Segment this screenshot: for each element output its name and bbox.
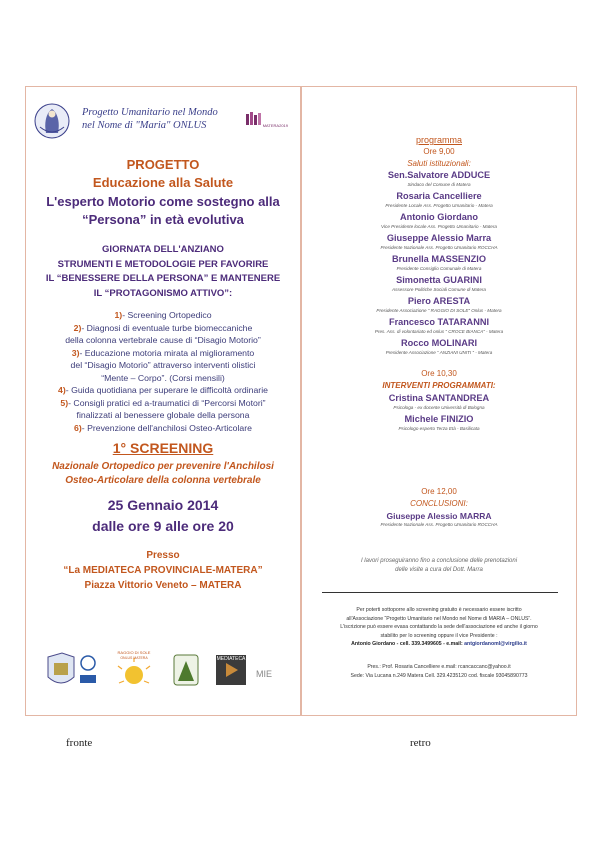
venue-block	[26, 548, 300, 593]
giornata-line: IL “BENESSERE DELLA PERSONA” E MANTENERE	[45, 273, 281, 285]
list-item: 2)- Diagnosi di eventuale turbe biomeccaniche	[73, 322, 253, 333]
program-list	[26, 309, 300, 434]
venue-address: Piazza Vittorio Veneto – MATERA	[84, 580, 242, 591]
time-1030: Ore 10,30	[421, 369, 457, 378]
speaker-name: Simonetta GUARINI	[396, 275, 482, 285]
svg-text:MEDIATECA: MEDIATECA	[216, 656, 246, 662]
event-date	[26, 495, 300, 537]
speaker-role: Pres. Ass. di volontariato ed onlus “ CROCE BIANCA” - Matera	[374, 329, 504, 334]
subtitle-line: Osteo-Articolare della colonna vertebrale	[65, 475, 261, 486]
speaker-role: Presidente Nazionale Ass. Progetto Umanitario ROCCHA	[380, 522, 498, 527]
speaker-name: Giuseppe Alessio MARRA	[386, 511, 492, 521]
speaker-name: Rosaria Cancelliere	[396, 191, 482, 201]
speaker-role: Presidente Consiglio Comunale di Matera	[396, 266, 482, 271]
venue-name: “La MEDIATECA PROVINCIALE-MATERA”	[63, 565, 263, 576]
org-line-1: Progetto Umanitario nel Mondo	[82, 107, 218, 118]
esperto-title: L'esperto Motorio come sostegno alla	[46, 194, 280, 209]
speaker-role: Vice Presidente locale Ass. Progetto Umanitario - Matera	[381, 224, 497, 229]
date-line: 25 Gennaio 2014	[107, 497, 219, 513]
speaker-name: Sen.Salvatore ADDUCE	[387, 170, 491, 180]
conclusioni-heading: CONCLUSIONI:	[410, 499, 468, 508]
back-caption: retro	[410, 737, 431, 749]
speaker-name: Piero ARESTA	[407, 296, 471, 306]
info-line: L'iscrizione può essere evasa contattando la sede dell'associazione ed anche il giorno	[340, 624, 538, 630]
matera-logo-text: MATERA2019	[262, 123, 288, 128]
presso-label: Presso	[146, 550, 180, 561]
giornata-line: IL “PROTAGONISMO ATTIVO”:	[93, 287, 233, 299]
svg-text:RAGGIO DI SOLE: RAGGIO DI SOLE	[117, 650, 151, 655]
interventi-heading: INTERVENTI PROGRAMMATI:	[382, 381, 496, 390]
speaker-role: Presidente Nazionale Ass. Progetto Umanitario ROCCHA	[380, 245, 498, 250]
giornata-line: STRUMENTI E METODOLOGIE PER FAVORIRE	[57, 258, 269, 270]
list-item: 1)- Screening Ortopedico	[114, 310, 212, 320]
speaker-role: Presidente Associazione “ ANZIANI UNITI ” - Matera	[385, 350, 493, 355]
speaker-role: Presidente Associazione “ RAGGIO DI SOLE” Onlus - Matera	[376, 308, 502, 313]
back-panel	[301, 86, 577, 716]
giornata-block	[26, 243, 300, 301]
list-item: del “Disagio Motorio” attraverso interventi olistici	[70, 360, 256, 370]
org-line-2: nel Nome di "Maria" ONLUS	[82, 120, 207, 131]
speaker-name: Giuseppe Alessio Marra	[386, 233, 492, 243]
contact-email[interactable]: antgiordanoml@virgilio.it	[464, 641, 527, 647]
speaker-name: Michele FINIZIO	[404, 414, 474, 424]
hours-line: dalle ore 9 alle ore 20	[92, 518, 234, 534]
speaker-name: Cristina SANTANDREA	[388, 393, 490, 403]
time-9: Ore 9,00	[423, 147, 455, 156]
divider	[322, 592, 558, 593]
list-item: 4)- Guida quotidiana per superare le difficoltà ordinarie	[58, 385, 268, 395]
unesco-icon	[80, 656, 96, 683]
screening-title: 1° SCREENING	[112, 440, 214, 456]
speaker-name: Rocco MOLINARI	[400, 338, 478, 348]
progetto-label: PROGETTO	[126, 157, 200, 172]
speaker-name: Antonio Giordano	[399, 212, 479, 222]
note-line: I lavori proseguiranno fino a conclusione delle prenotazioni	[360, 558, 518, 564]
programma-title: programma	[415, 135, 462, 145]
mie-logo-icon	[256, 669, 272, 679]
speaker-name: Brunella MASSENZIO	[392, 254, 486, 264]
list-item: finalizzati al benessere globale della persona	[76, 410, 250, 420]
note-line: delle visite a cura del Dott. Marra	[395, 567, 483, 573]
educazione-title: Educazione alla Salute	[92, 175, 234, 190]
speaker-role: Psicologo esperto Terza Età - Basilicata	[398, 426, 480, 431]
info-line: all'Associazione “Progetto Umanitario nel Mondo nel Nome di MARIA – ONLUS”.	[346, 615, 532, 622]
giornata-line: GIORNATA DELL'ANZIANO	[102, 244, 224, 255]
closing-note	[302, 557, 576, 575]
footer-line: Sede: Via Lucana n.249 Matera Cell. 329.4235120 cod. fiscale 93045890773	[350, 672, 528, 679]
province-crest-icon	[48, 653, 74, 683]
info-line: stabilito per lo screening oppure il vice Presidente :	[380, 632, 498, 639]
front-panel	[25, 86, 301, 716]
speaker-role: Assessore Politiche Sociali Comune di Matera	[392, 287, 486, 292]
madonna-logo-icon	[34, 103, 70, 139]
list-item: 3)- Educazione motoria mirata al miglioramento	[71, 347, 255, 358]
speaker-role: Presidente Locale Ass. Progetto Umanitario - Matera	[385, 203, 493, 208]
raggio-di-sole-logo-icon	[118, 650, 151, 684]
list-item: “Mente – Corpo”. (Corsi mensili)	[101, 372, 225, 383]
list-item: della colonna vertebrale cause di “Disagio Motorio”	[65, 335, 261, 345]
footer-line: Pres.: Prof. Rosaria Cancelliere e.mail: rcancaccanc@yahoo.it	[367, 664, 511, 670]
front-caption: fronte	[66, 737, 93, 749]
svg-text:MIE: MIE	[256, 669, 273, 679]
subtitle-line: Nazionale Ortopedico per prevenire l'Anchilosi	[52, 461, 274, 472]
svg-text:ONLUS MATERA: ONLUS MATERA	[120, 656, 148, 660]
footer-info	[302, 663, 576, 680]
mediateca-logo-icon	[216, 655, 246, 685]
speaker-role: Sindaco del Comune di Matera	[407, 182, 471, 187]
organization-name	[82, 106, 232, 132]
speaker-name: Francesco TATARANNI	[388, 317, 490, 327]
persona-title: “Persona” in età evolutiva	[82, 212, 244, 227]
list-item: 5)- Consigli pratici ed a-traumatici di “Percorsi Motori”	[60, 397, 266, 408]
sponsor-logos	[44, 649, 284, 691]
speaker-role: Psicologa - ex docente Università di Bologna	[393, 405, 485, 410]
saluti-heading: Saluti istituzionali:	[407, 159, 471, 168]
green-association-icon	[174, 655, 198, 685]
front-header	[34, 101, 294, 141]
time-12: Ore 12,00	[421, 487, 457, 496]
info-line: Per poterti sottoporre allo screening gratuito è necessario essere iscritto	[356, 607, 522, 613]
registration-info	[302, 606, 576, 649]
screening-subtitle	[26, 460, 300, 488]
list-item: 6)- Prevenzione dell'anchilosi Osteo-Articolare	[74, 422, 252, 433]
contact-line: Antonio Giordano - cell. 339.3499605 - e.mail: antgiordanoml@virgilio.it	[351, 641, 527, 647]
